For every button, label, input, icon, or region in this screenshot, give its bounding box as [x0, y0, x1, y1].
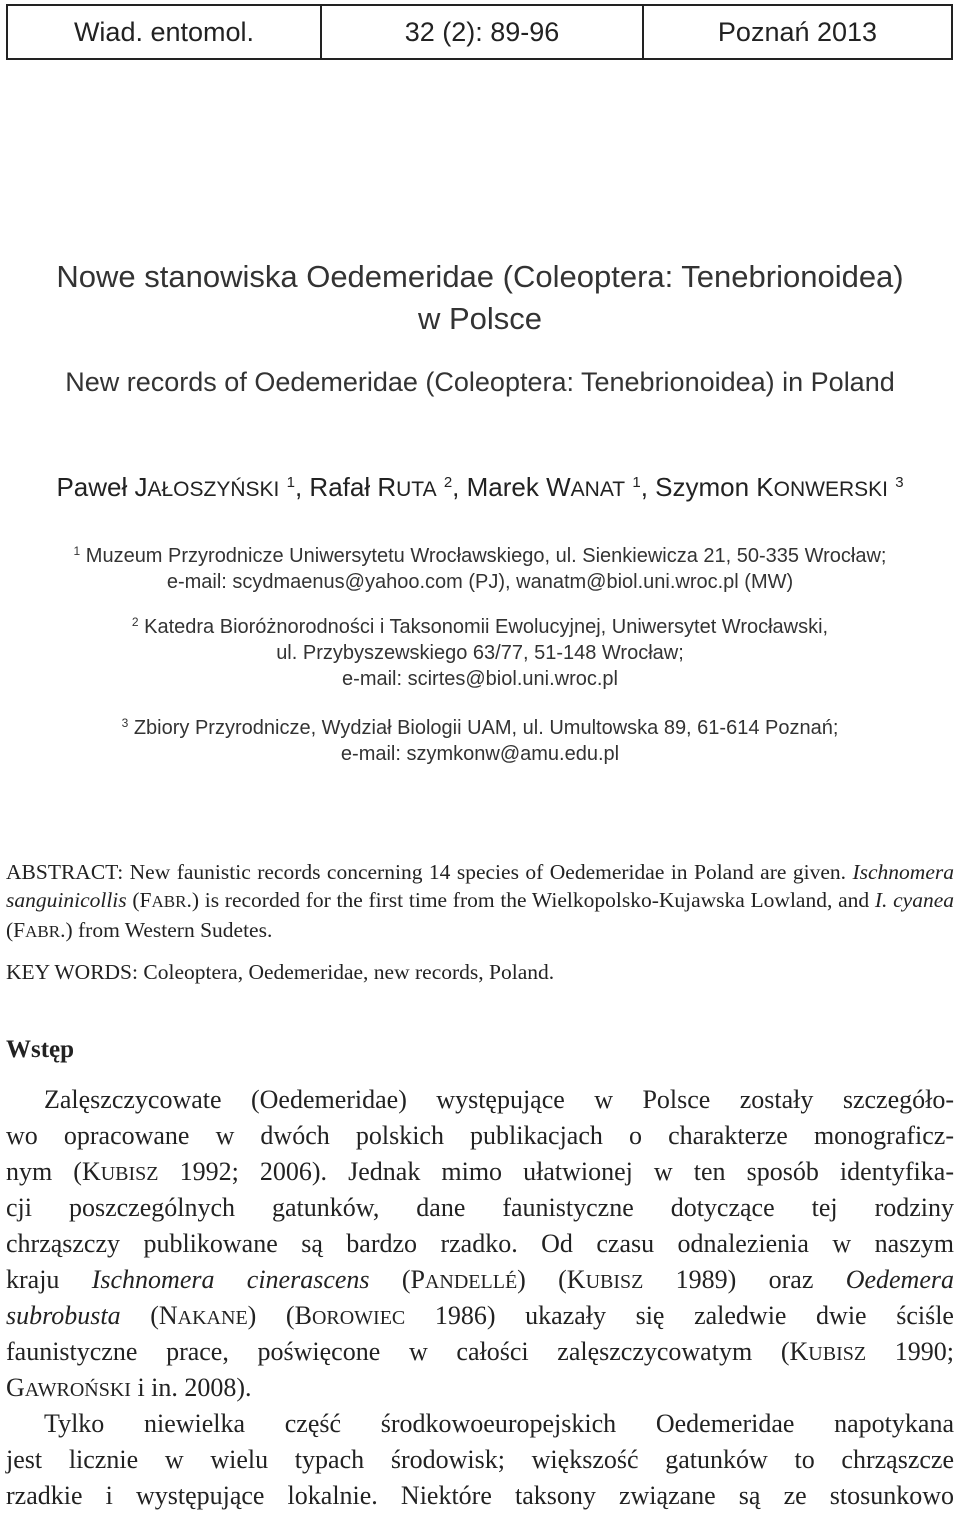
- intro-line-9: GAWROŃSKI i in. 2008).: [6, 1373, 252, 1402]
- journal-header: [6, 4, 953, 60]
- abstract: ABSTRACT: New faunistic records concerning 14 species of Oedemeridae in Poland are given. Ischnomera sanguinicollis (FABR.) is recorded for the first time from the Wielkopolsko-Kujawska Lowland, and I. cyanea (FABR.) from Western Sudetes.: [6, 860, 954, 942]
- intro-line-7: subrobusta (NAKANE) (BOROWIEC 1986) ukazały się zaledwie dwie ściśle: [6, 1301, 954, 1330]
- intro-line-1: Zalęszczycowate (Oedemeridae) występujące w Polsce zostały szczegóło-: [44, 1085, 954, 1114]
- intro-p2-line-2: jest licznie w wielu typach środowisk; większość gatunków to chrząszcze: [6, 1445, 954, 1474]
- title-polish-line-1: Nowe stanowiska Oedemeridae (Coleoptera: Tenebrionoidea): [56, 259, 904, 294]
- intro-line-5: chrząszczy publikowane są bardzo rzadko. Od czasu odnalezienia w naszym: [6, 1229, 954, 1258]
- author-4: Szymon KONWERSKI $^3$: [655, 472, 904, 502]
- author-2: Rafał RUTA $^2$,: [309, 472, 467, 502]
- title-polish-line-2: w Polsce: [417, 301, 543, 336]
- intro-p2-line-1: Tylko niewielka część środkowoeuropejskich Oedemeridae napotykana: [44, 1409, 954, 1438]
- section-heading: Wstęp: [6, 1036, 75, 1063]
- title-polish: [0, 256, 960, 340]
- affiliation-1: $^1$ Muzeum Przyrodnicze Uniwersytetu Wrocławskiego, ul. Sienkiewicza 21, 50-335 Wrocław; e-mail: scydmaenus@yahoo.com (PJ), wanatm@biol.uni.wroc.pl (MW): [73, 544, 887, 593]
- keywords-label: KEY WORDS:: [6, 960, 138, 984]
- keywords: KEY WORDS: Coleoptera, Oedemeridae, new records, Poland.: [6, 960, 555, 984]
- author-1: Paweł JAŁOSZYŃSKI $^1$,: [56, 472, 310, 502]
- intro-line-2: wo opracowane w dwóch polskich publikacjach o charakterze monograficz-: [6, 1121, 954, 1150]
- author-3: Marek WANAT $^1$,: [466, 472, 656, 502]
- abstract-label: ABSTRACT:: [6, 860, 124, 884]
- intro-line-3: nym (KUBISZ 1992; 2006). Jednak mimo ułatwionej w ten sposób identyfika-: [6, 1157, 954, 1186]
- author-list: [0, 472, 960, 503]
- volume-pages: 32 (2): 89-96: [322, 6, 644, 58]
- affiliation-2: $^2$ Katedra Bioróżnorodności i Taksonomii Ewolucyjnej, Uniwersytet Wrocławski, ul. Przybyszewskiego 63/77, 51-148 Wrocław; e-mail: scirtes@biol.uni.wroc.pl: [131, 615, 829, 690]
- journal-name: Wiad. entomol.: [8, 6, 322, 58]
- place-year: Poznań 2013: [717, 16, 878, 47]
- intro-p2-line-3: rzadkie i występujące lokalnie. Niektóre taksony związane są ze stosunkowo: [6, 1481, 954, 1510]
- title-english: New records of Oedemeridae (Coleoptera: Tenebrionoidea) in Poland: [65, 367, 895, 397]
- affiliation-3: $^3$ Zbiory Przyrodnicze, Wydział Biologii UAM, ul. Umultowska 89, 61-614 Poznań; e-mail: szymkonw@amu.edu.pl: [121, 716, 839, 765]
- intro-line-6: kraju Ischnomera cinerascens (PANDELLÉ) (KUBISZ 1989) oraz Oedemera: [6, 1265, 954, 1294]
- intro-line-8: faunistyczne prace, poświęcone w całości zalęszczycowatym (KUBISZ 1990;: [6, 1337, 955, 1366]
- intro-line-4: cji poszczególnych gatunków, dane faunistyczne dotyczące tej rodziny: [6, 1193, 954, 1222]
